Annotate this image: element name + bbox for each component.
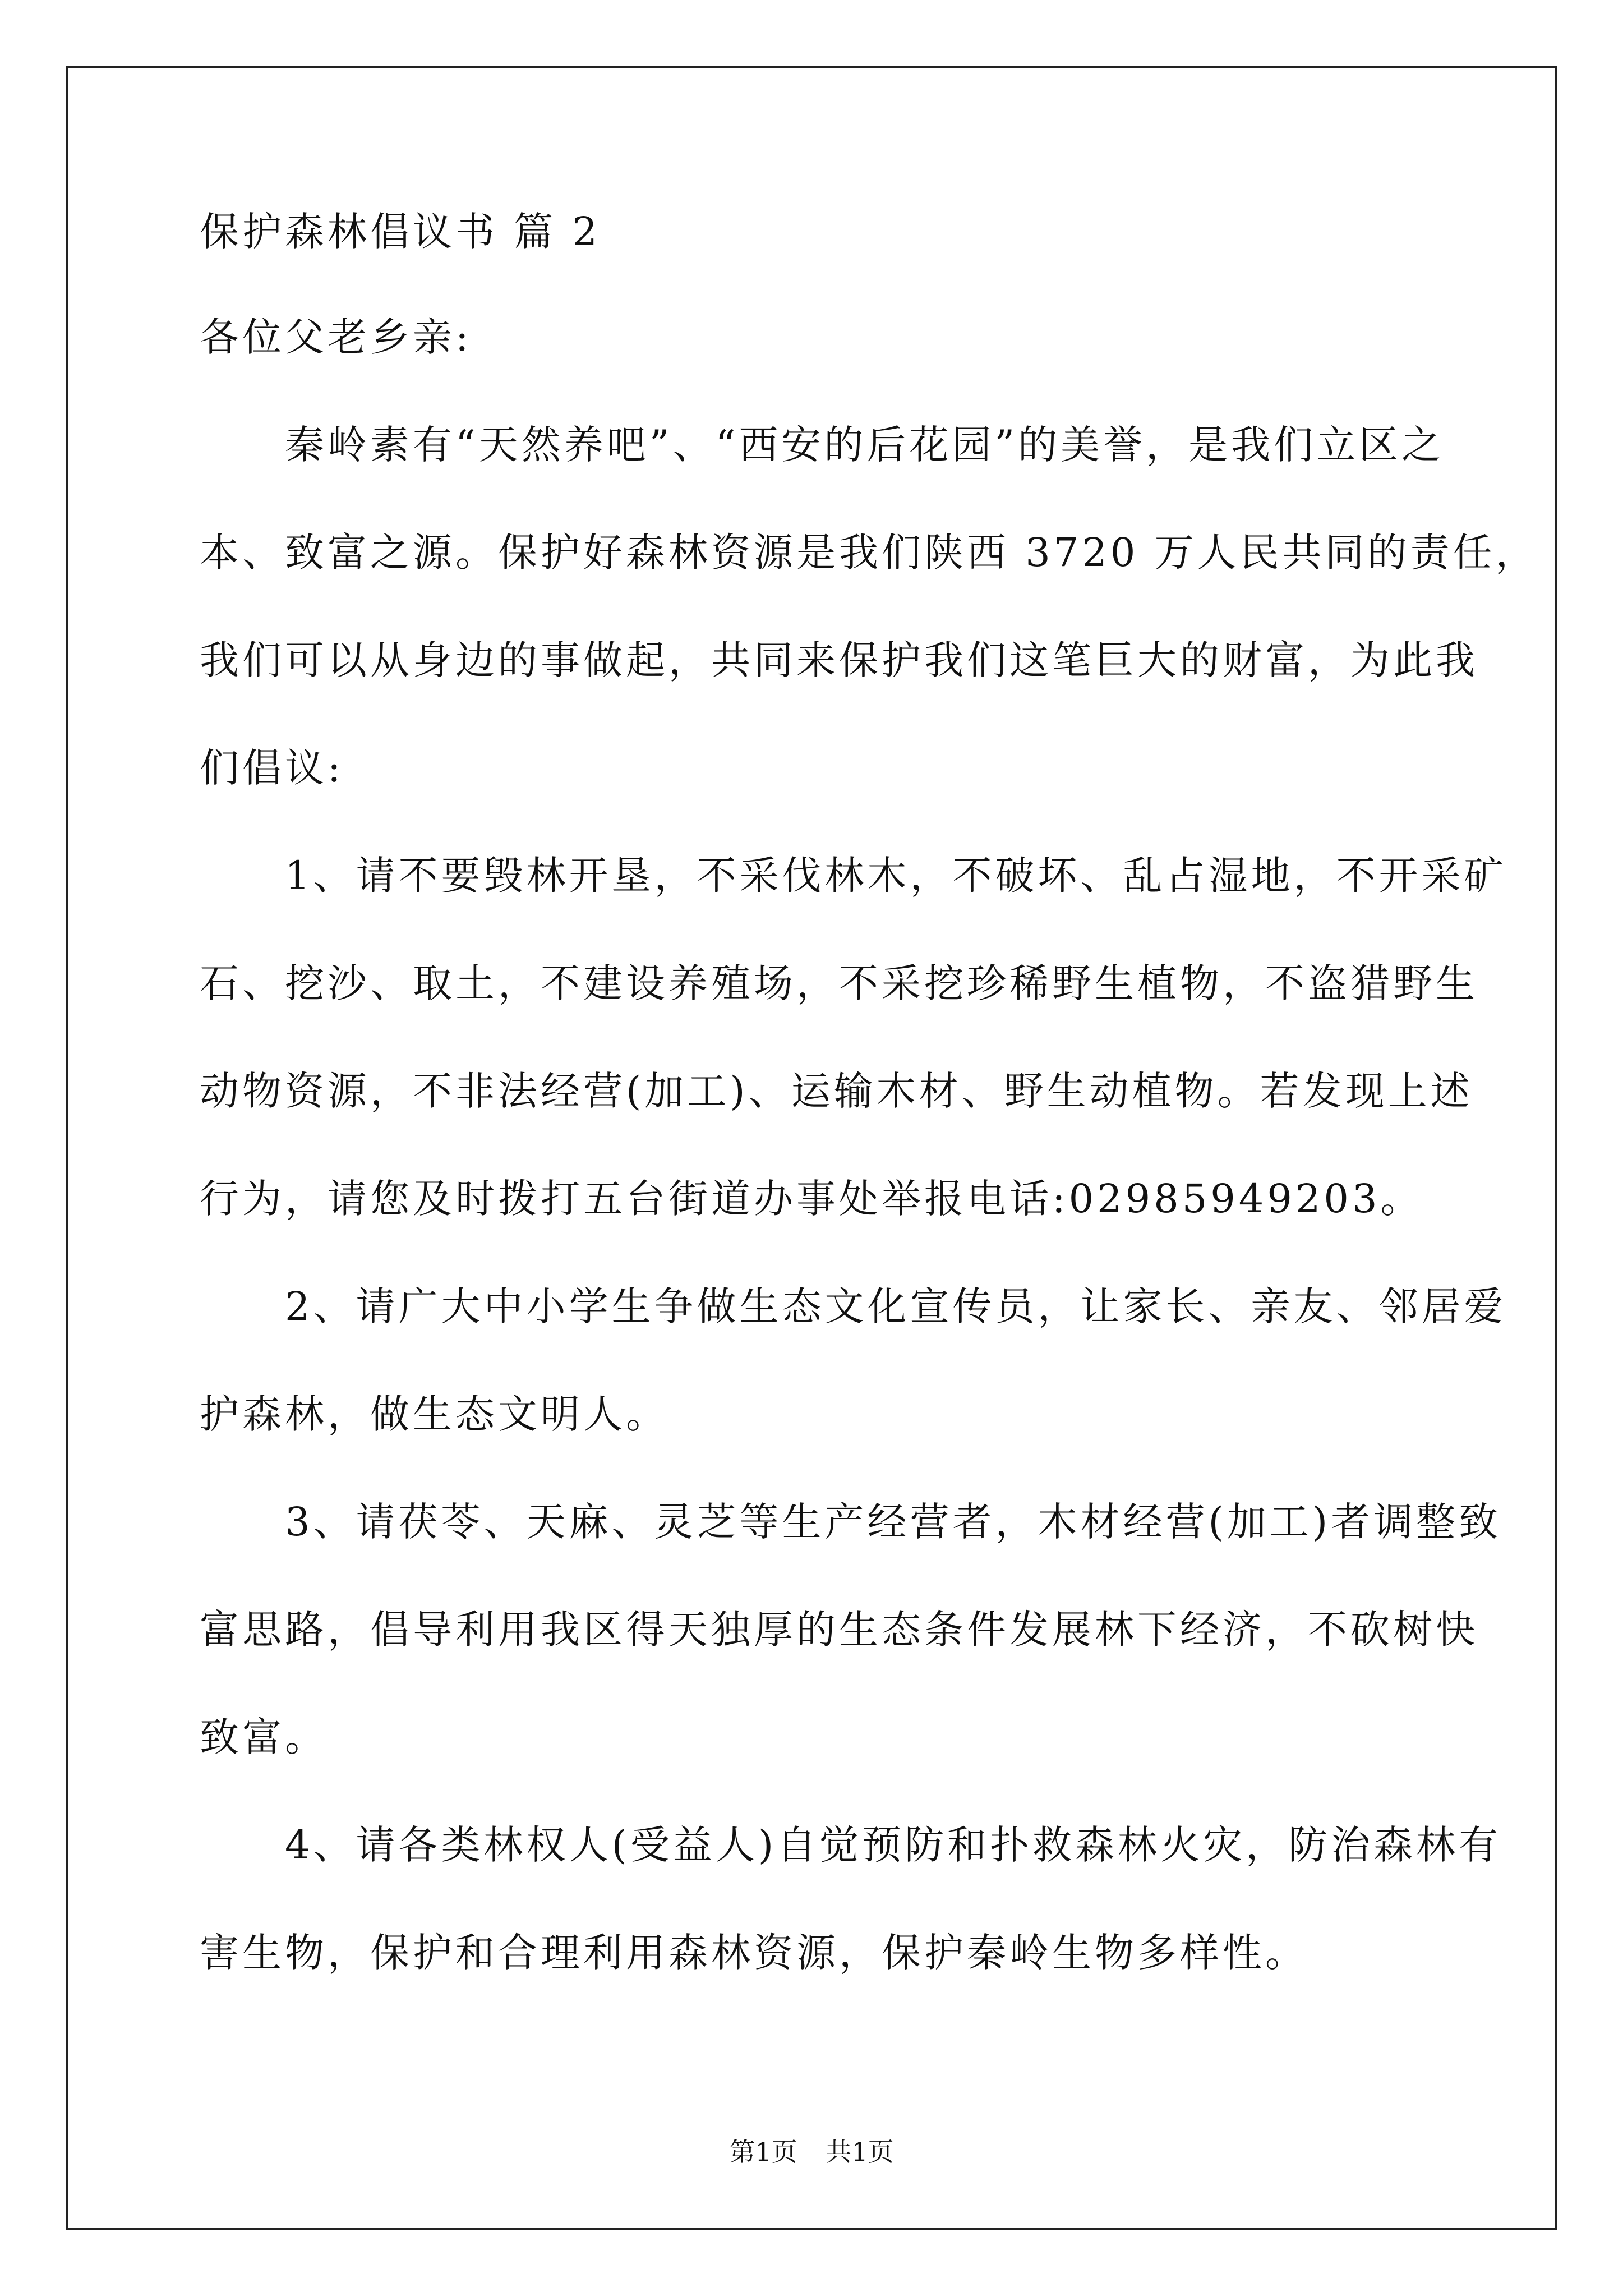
paragraph-line: 石、挖沙、取土，不建设养殖场，不采挖珍稀野生植物，不盗猎野生 — [200, 960, 1478, 1006]
page-number-total: 共1页 — [826, 2137, 894, 2167]
paragraph-line: 4、请各类林权人(受益人)自觉预防和扑救森林火灾，防治森林有 — [200, 1822, 1502, 1868]
paragraph-line: 动物资源，不非法经营(加工)、运输木材、野生动植物。若发现上述 — [200, 1068, 1473, 1114]
salutation: 各位父老乡亲: — [200, 314, 472, 360]
page-border — [66, 66, 1557, 2230]
paragraph-line: 2、请广大中小学生争做生态文化宣传员，让家长、亲友、邻居爱 — [200, 1283, 1507, 1329]
document-title: 保护森林倡议书 篇 2 — [200, 209, 601, 255]
paragraph-line: 本、致富之源。保护好森林资源是我们陕西 3720 万人民共同的责任， — [200, 530, 1538, 576]
paragraph-line: 们倡议: — [200, 745, 344, 791]
paragraph-line: 行为，请您及时拨打五台街道办事处举报电话:02985949203。 — [200, 1176, 1423, 1222]
paragraph-line: 我们可以从身边的事做起，共同来保护我们这笔巨大的财富，为此我 — [200, 637, 1478, 683]
paragraph-line: 3、请茯苓、天麻、灵芝等生产经营者，木材经营(加工)者调整致 — [200, 1499, 1502, 1545]
page-number-current: 第1页 — [729, 2137, 797, 2167]
paragraph-line: 1、请不要毁林开垦，不采伐林木，不破坏、乱占湿地，不开采矿 — [200, 853, 1507, 899]
paragraph-line: 致富。 — [200, 1714, 328, 1760]
paragraph-line: 秦岭素有“天然养吧”、“西安的后花园”的美誉，是我们立区之 — [200, 422, 1445, 468]
paragraph-line: 富思路，倡导利用我区得天独厚的生态条件发展林下经济，不砍树快 — [200, 1607, 1478, 1653]
paragraph-line: 害生物，保护和合理利用森林资源，保护秦岭生物多样性。 — [200, 1930, 1308, 1976]
paragraph-line: 护森林，做生态文明人。 — [200, 1391, 668, 1437]
page-footer — [0, 2132, 1623, 2169]
